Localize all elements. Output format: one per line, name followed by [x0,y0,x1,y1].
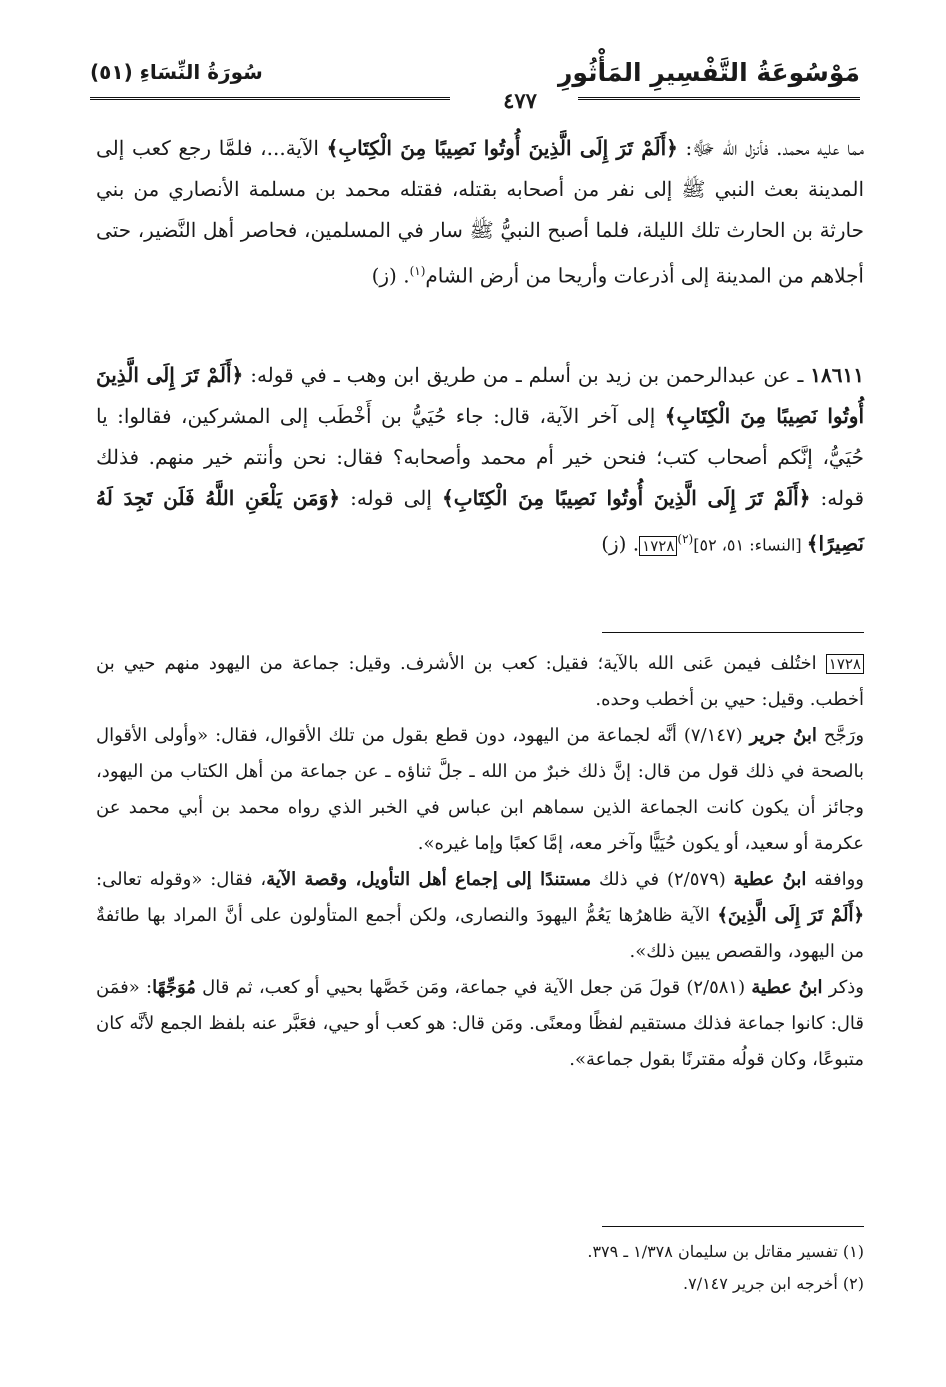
text: (٧/١٤٧) أنَّه لجماعة من اليهود، دون قطع بقول من تلك الأقوال، فقال: «وأولى الأقوال بالصحة في ذلك قول من قال: إنَّ ذلك خبرٌ من الله ـ جلَّ ثناؤه ـ عن جماعة من أهل الكتاب من اليهود، وجائز أن يكون كانت الجماعة الذين سماهم ابن عباس في الخبر الذي رواه محمد بن أبي محمد عن عكرمة أو سعيد، أو يكون حُيَيًّا وآخر معه، إمَّا كعبًا وإما غيره». [96,725,864,854]
verse-reference: [النساء: ٥١، ٥٢] [693,535,807,555]
quran-verse: ﴿أَلَمْ تَرَ إِلَى الَّذِينَ أُوتُوا نَصِيبًا مِنَ الْكِتَابِ﴾ [326,136,678,160]
text: وذكر [822,977,864,998]
note-number-box: ١٧٢٨ [639,536,677,556]
header-rule-left [90,97,450,100]
quran-verse: ﴿وَمَن يَلْعَنِ اللَّهُ فَلَن تَجِدَ لَهُ نَصِيرًا﴾ [96,486,864,556]
text: : «فمَن قال: كانوا جماعة فذلك مستقيم لفظًا ومعنًى. ومَن قال: هو كعب أو حيي، فعَبَّر عنه بلفظ الجمع لأنَّه كان متبوعًا، وكان قولُه مقترنًا بقول جماعة». [96,977,864,1070]
scholar-name: ابنُ عطية [733,869,807,890]
text: الآية ظاهرُها يَعُمُّ اليهودَ والنصارى، ولكن أجمع المتأولون على أنَّ المراد بها طائفةٌ من اليهود، والقصص يبين ذلك». [96,905,864,962]
text: ، فقال: «وقوله تعالى: [96,869,267,890]
emphasis: مُوَجِّهًا [152,977,196,998]
quran-verse: ﴿أَلَمْ تَرَ إِلَى الَّذِينَ﴾ [717,905,864,926]
text: (٢/٥٨١) قولَ مَن جعل الآية في جماعة، ومَن خَصَّها بحيي أو كعب، ثم قال [195,977,752,998]
footnote-ref: (٢) [677,532,694,546]
paragraph-1 [96,128,864,297]
text: . (ز) [371,263,410,288]
text: الآية...، فلمَّا رجع كعب إلى المدينة بعث النبي ﷺ إلى نفر من أصحابه بقتله، فقتله محمد بن مسلمة الأنصاري من بني حارثة بن الحارث تلك الليلة، فلما أصبح النبيُّ ﷺ سار في المسلمين، فحاصر أهل النَّضير، حتى أجلاهم من المدينة إلى أذرعات وأريحا من أرض الشام [96,136,864,288]
footnote-2: (٢) أخرجه ابن جرير ٧/١٤٧. [683,1274,864,1293]
text: إلى قوله: [340,486,443,510]
note-number-box: ١٧٢٨ [826,654,864,674]
emphasis: مستندًا إلى إجماع أهل التأويل، وقصة الآية [266,869,592,890]
notes-separator [602,632,864,633]
commentary-notes [96,646,864,1078]
text: ووافقه [806,869,864,890]
footnote-ref: (١) [409,264,426,278]
footnotes [264,1236,864,1300]
paragraph-2 [96,355,864,567]
narration-number: ١٨٦١١ [810,363,864,387]
text: ورَجَّح [816,725,865,746]
quran-verse: ﴿أَلَمْ تَرَ إِلَى الَّذِينَ أُوتُوا نَصِيبًا مِنَ الْكِتَابِ﴾ [442,486,811,510]
text: مما عليه محمد. فأنزل الله ﷻ: [677,136,864,160]
text: إلى آخر الآية، قال: جاء حُيَيُّ بن أَخْطَب إلى المشركين، فقالوا: يا حُيَيُّ، إنَّكم أصحاب كتب؛ فنحن خير أم محمد وأصحابه؟ فقال: نحن وأنتم خير منهم. فذلك قوله: [96,404,864,510]
text: اختُلف فيمن عَنى الله بالآية؛ فقيل: كعب بن الأشرف. وقيل: جماعة من اليهود منهم حيي بن أخطب. وقيل: حيي بن أخطب وحده. [96,653,864,710]
scholar-name: ابنُ جرير [749,725,817,746]
scholar-name: ابنُ عطية [751,977,823,998]
text: (٢/٥٧٩) في ذلك [591,869,734,890]
footnote-1: (١) تفسير مقاتل بن سليمان ١/٣٧٨ ـ ٣٧٩. [587,1242,864,1261]
footnotes-separator [602,1226,864,1227]
book-title: مَوْسُوعَةُ التَّفْسِيرِ المَأْثُورِ [558,58,860,87]
page-header [90,52,860,113]
page-number: ٤٧٧ [503,88,537,113]
text: ـ عن عبدالرحمن بن زيد بن أسلم ـ من طريق ابن وهب ـ في قوله: [243,363,811,387]
surah-label: سُورَةُ النِّسَاءِ (٥١) [90,60,263,84]
text: . (ز) [601,531,640,556]
quran-verse: ﴿أَلَمْ تَرَ إِلَى الَّذِينَ أُوتُوا نَصِيبًا مِنَ الْكِتَابِ﴾ [96,363,864,428]
header-rule-right [578,97,860,100]
